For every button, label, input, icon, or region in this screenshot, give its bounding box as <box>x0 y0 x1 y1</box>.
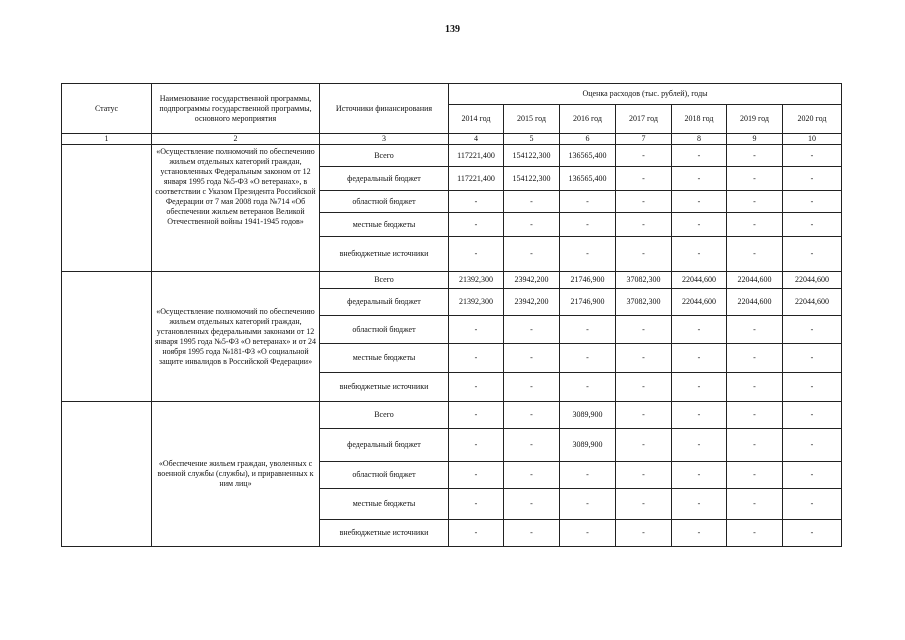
funding-source-cell: Всего <box>320 145 449 167</box>
header-year: 2018 год <box>672 105 727 134</box>
value-cell: - <box>672 402 727 429</box>
header-year: 2016 год <box>560 105 616 134</box>
value-cell: - <box>672 520 727 547</box>
value-cell: - <box>449 402 504 429</box>
value-cell: 154122,300 <box>504 145 560 167</box>
value-cell: - <box>560 213 616 237</box>
value-cell: - <box>783 373 842 402</box>
column-number: 8 <box>672 134 727 145</box>
value-cell: - <box>727 344 783 373</box>
value-cell: 37082,300 <box>616 272 672 289</box>
value-cell: - <box>449 489 504 520</box>
value-cell: - <box>727 373 783 402</box>
header-estimate: Оценка расходов (тыс. рублей), годы <box>449 84 842 105</box>
value-cell: 21746,900 <box>560 272 616 289</box>
value-cell: - <box>449 237 504 272</box>
value-cell: - <box>449 344 504 373</box>
table-body <box>62 145 842 547</box>
value-cell: - <box>504 316 560 344</box>
column-number: 6 <box>560 134 616 145</box>
value-cell: 22044,600 <box>672 289 727 316</box>
column-number: 10 <box>783 134 842 145</box>
value-cell: - <box>727 402 783 429</box>
value-cell: - <box>783 145 842 167</box>
table-row <box>62 402 842 429</box>
header-year: 2020 год <box>783 105 842 134</box>
value-cell: - <box>783 213 842 237</box>
value-cell: - <box>616 316 672 344</box>
value-cell: - <box>783 167 842 191</box>
value-cell: - <box>672 316 727 344</box>
value-cell: - <box>616 344 672 373</box>
table-header <box>62 84 842 145</box>
funding-source-cell: областной бюджет <box>320 462 449 489</box>
program-name-cell: «Обеспечение жильем граждан, уволенных с военной службы (службы), и приравненных к ним лиц» <box>152 402 320 547</box>
value-cell: - <box>727 191 783 213</box>
program-name-cell: «Осуществление полномочий по обеспечению жильем отдельных категорий граждан, установленных Федеральным законом от 12 января 1995 года №5-ФЗ «О ветеранах», в соответствии с Указом Президента Российской Федерации от 7 мая 2008 года №714 «Об обеспечении жильем ветеранов Великой Отечественной войны 1941-1945 годов» <box>152 145 320 272</box>
value-cell: - <box>616 167 672 191</box>
value-cell: - <box>783 462 842 489</box>
funding-source-cell: местные бюджеты <box>320 213 449 237</box>
value-cell: - <box>672 373 727 402</box>
value-cell: - <box>504 237 560 272</box>
value-cell: - <box>449 462 504 489</box>
value-cell: - <box>672 344 727 373</box>
value-cell: - <box>616 237 672 272</box>
header-year: 2015 год <box>504 105 560 134</box>
value-cell: - <box>616 373 672 402</box>
column-number: 4 <box>449 134 504 145</box>
value-cell: - <box>616 429 672 462</box>
value-cell: 3089,900 <box>560 402 616 429</box>
value-cell: - <box>504 462 560 489</box>
value-cell: 21746,900 <box>560 289 616 316</box>
value-cell: - <box>504 344 560 373</box>
value-cell: - <box>616 191 672 213</box>
header-year: 2019 год <box>727 105 783 134</box>
funding-source-cell: федеральный бюджет <box>320 289 449 316</box>
status-cell <box>62 402 152 547</box>
funding-source-cell: областной бюджет <box>320 316 449 344</box>
value-cell: - <box>727 520 783 547</box>
value-cell: - <box>727 213 783 237</box>
value-cell: - <box>449 520 504 547</box>
column-number: 9 <box>727 134 783 145</box>
value-cell: 22044,600 <box>783 272 842 289</box>
funding-source-cell: местные бюджеты <box>320 489 449 520</box>
funding-source-cell: Всего <box>320 272 449 289</box>
value-cell: - <box>783 344 842 373</box>
value-cell: - <box>616 145 672 167</box>
value-cell: - <box>783 402 842 429</box>
value-cell: - <box>616 462 672 489</box>
value-cell: - <box>672 237 727 272</box>
column-number: 2 <box>152 134 320 145</box>
value-cell: 136565,400 <box>560 167 616 191</box>
table-row <box>62 145 842 167</box>
page-number: 139 <box>445 24 460 35</box>
value-cell: - <box>727 145 783 167</box>
header-name: Наименование государственной программы, подпрограммы государственной программы, основного мероприятия <box>152 84 320 134</box>
value-cell: - <box>449 316 504 344</box>
value-cell: - <box>560 191 616 213</box>
value-cell: - <box>560 344 616 373</box>
value-cell: - <box>672 462 727 489</box>
header-status: Статус <box>62 84 152 134</box>
value-cell: - <box>504 213 560 237</box>
value-cell: - <box>504 489 560 520</box>
value-cell: - <box>560 520 616 547</box>
value-cell: - <box>672 429 727 462</box>
value-cell: 22044,600 <box>727 272 783 289</box>
value-cell: - <box>449 191 504 213</box>
value-cell: - <box>783 429 842 462</box>
value-cell: - <box>783 237 842 272</box>
value-cell: - <box>783 520 842 547</box>
value-cell: - <box>672 145 727 167</box>
value-cell: 3089,900 <box>560 429 616 462</box>
value-cell: - <box>727 462 783 489</box>
value-cell: 37082,300 <box>616 289 672 316</box>
value-cell: - <box>783 316 842 344</box>
value-cell: - <box>504 402 560 429</box>
value-cell: 117221,400 <box>449 167 504 191</box>
column-number: 7 <box>616 134 672 145</box>
value-cell: - <box>504 520 560 547</box>
value-cell: - <box>727 429 783 462</box>
value-cell: 117221,400 <box>449 145 504 167</box>
value-cell: - <box>616 213 672 237</box>
column-numbers-row <box>62 134 842 145</box>
header-year: 2017 год <box>616 105 672 134</box>
funding-source-cell: федеральный бюджет <box>320 167 449 191</box>
value-cell: - <box>449 429 504 462</box>
value-cell: - <box>504 373 560 402</box>
value-cell: - <box>560 237 616 272</box>
value-cell: - <box>616 402 672 429</box>
value-cell: - <box>727 237 783 272</box>
value-cell: - <box>727 489 783 520</box>
funding-source-cell: внебюджетные источники <box>320 520 449 547</box>
value-cell: - <box>672 191 727 213</box>
value-cell: - <box>783 489 842 520</box>
value-cell: - <box>449 373 504 402</box>
funding-source-cell: областной бюджет <box>320 191 449 213</box>
value-cell: - <box>616 520 672 547</box>
table-row <box>62 272 842 289</box>
header-year: 2014 год <box>449 105 504 134</box>
value-cell: - <box>560 462 616 489</box>
status-cell <box>62 272 152 402</box>
header-sources: Источники финансирования <box>320 84 449 134</box>
value-cell: - <box>560 373 616 402</box>
value-cell: 22044,600 <box>672 272 727 289</box>
funding-source-cell: Всего <box>320 402 449 429</box>
value-cell: 23942,200 <box>504 272 560 289</box>
funding-source-cell: местные бюджеты <box>320 344 449 373</box>
value-cell: - <box>504 429 560 462</box>
value-cell: - <box>449 213 504 237</box>
value-cell: - <box>672 489 727 520</box>
funding-source-cell: внебюджетные источники <box>320 237 449 272</box>
value-cell: - <box>560 489 616 520</box>
value-cell: - <box>727 167 783 191</box>
value-cell: 22044,600 <box>727 289 783 316</box>
value-cell: - <box>672 213 727 237</box>
column-number: 3 <box>320 134 449 145</box>
value-cell: - <box>727 316 783 344</box>
value-cell: 21392,300 <box>449 272 504 289</box>
status-cell <box>62 145 152 272</box>
funding-source-cell: внебюджетные источники <box>320 373 449 402</box>
value-cell: - <box>672 167 727 191</box>
value-cell: 21392,300 <box>449 289 504 316</box>
funding-source-cell: федеральный бюджет <box>320 429 449 462</box>
program-name-cell: «Осуществление полномочий по обеспечению жильем отдельных категорий граждан, установленных федеральными законами от 12 января 1995 года №5-ФЗ «О ветеранах» и от 24 ноября 1995 года №181-ФЗ «О социальной защите инвалидов в Российской Федерации» <box>152 272 320 402</box>
column-number: 5 <box>504 134 560 145</box>
value-cell: 23942,200 <box>504 289 560 316</box>
value-cell: - <box>504 191 560 213</box>
value-cell: 22044,600 <box>783 289 842 316</box>
value-cell: 154122,300 <box>504 167 560 191</box>
budget-table <box>61 83 842 547</box>
value-cell: - <box>783 191 842 213</box>
column-number: 1 <box>62 134 152 145</box>
value-cell: - <box>616 489 672 520</box>
value-cell: - <box>560 316 616 344</box>
value-cell: 136565,400 <box>560 145 616 167</box>
